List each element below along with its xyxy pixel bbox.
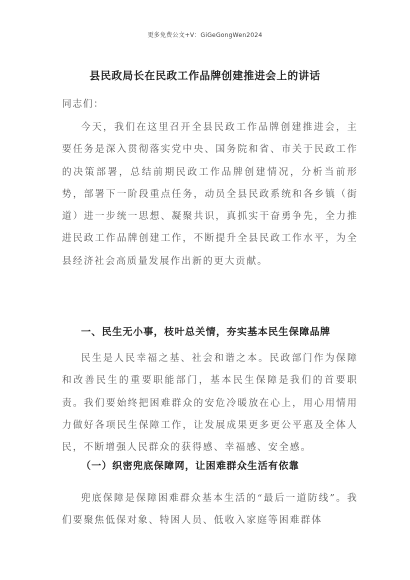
paragraph-subsection-1: 兜底保障是保障困难群众基本生活的“最后一道防线”。我们要聚焦低保对象、特困人员、低收入家庭等困难群体 — [62, 493, 358, 527]
document-title: 县民政局长在民政工作品牌创建推进会上的讲话 — [89, 70, 321, 82]
paragraph-section-1: 民生是人民幸福之基、社会和谐之本。民政部门作为保障和改善民生的重要职能部门，基本民生保障是我们的首要职责。我们要始终把困难群众的安危冷暖放在心上，用心用情用力做好各项民生保障工作，让发展成果更多更公平惠及全体人民，不断增强人民群众的获得感、幸福感、安全感。 — [62, 353, 358, 454]
paragraph-intro: 今天，我们在这里召开全县民政工作品牌创建推进会，主要任务是深入贯彻落实党中央、国务院和省、市关于民政工作的决策部署，总结前期民政工作品牌创建情况，分析当前形势，部署下一阶段重点任务，动员全县民政系统和各乡镇（街道）进一步统一思想、凝聚共识，真抓实干奋勇争先，全力推进民政工作品牌创建工作，不断提升全县民政工作水平，为全县经济社会高质量发展作出新的更大贡献。 — [62, 122, 358, 267]
section-heading-1: 一、民生无小事，枝叶总关情，夯实基本民生保障品牌 — [81, 327, 331, 338]
subsection-heading-1: （一）织密兜底保障网，让困难群众生活有依靠 — [81, 461, 300, 472]
header-watermark: 更多免费公文+V：GiGeGongWen2024 — [147, 32, 263, 39]
greeting: 同志们： — [62, 99, 105, 110]
